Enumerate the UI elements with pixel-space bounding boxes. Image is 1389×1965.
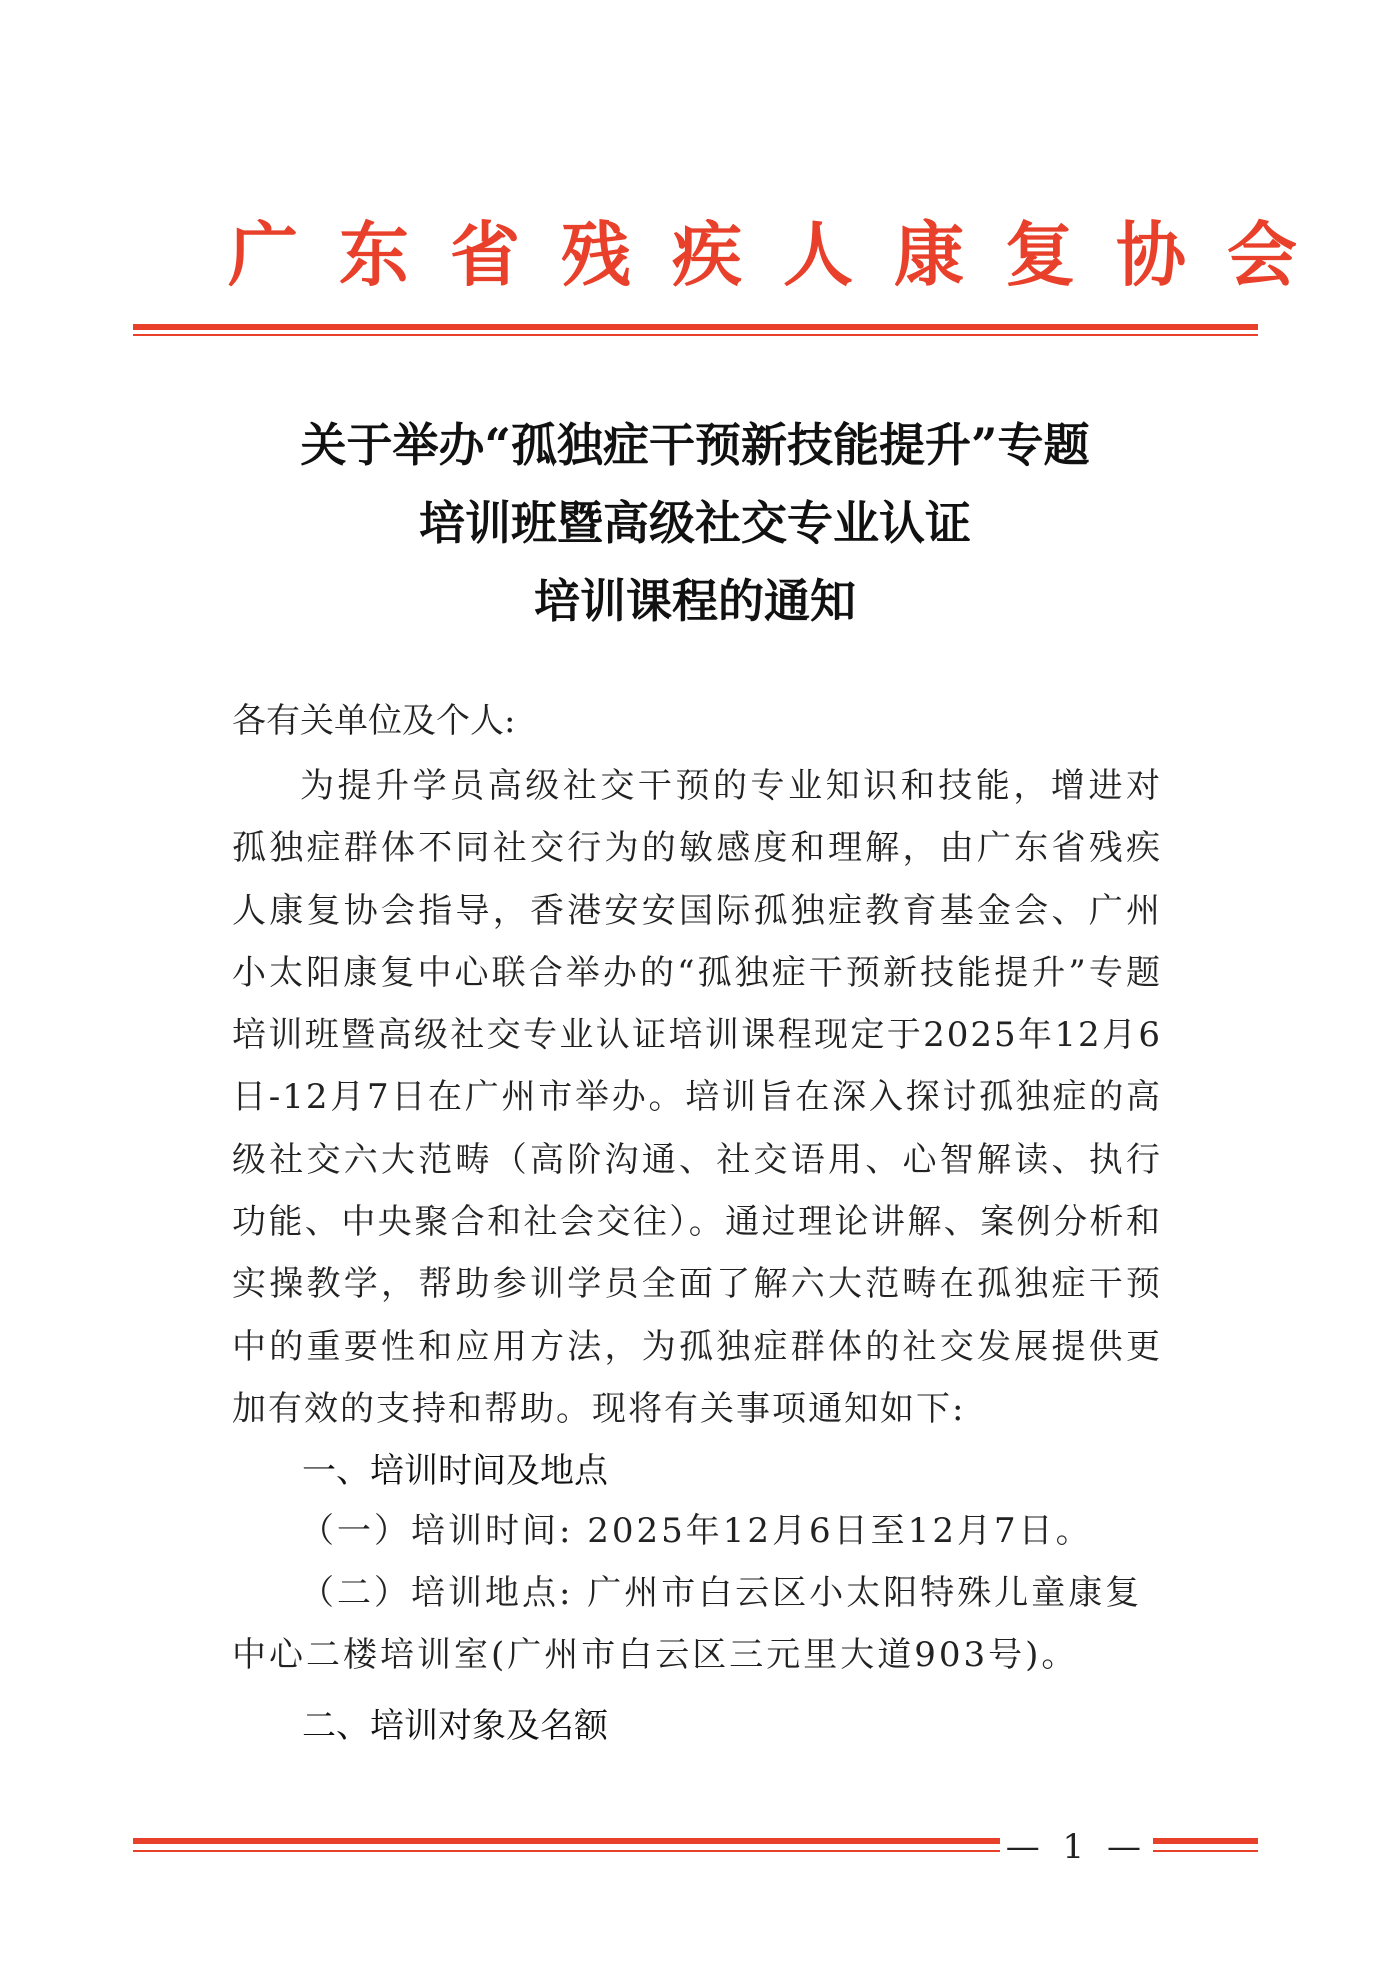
page-number: — 1 — — [1000, 1822, 1153, 1872]
training-location-item: （二）培训地点: 广州市白云区小太阳特殊儿童康复中心二楼培训室(广州市白云区三元里大道903号)。 — [232, 1573, 1143, 1676]
header-rule-thin — [133, 334, 1258, 336]
section-heading-time-location: 一、培训时间及地点 — [302, 1451, 608, 1491]
organization-header: 广东省残疾人康复协会 — [228, 213, 1338, 296]
document-title-line-3: 培训课程的通知 — [534, 574, 856, 628]
salutation: 各有关单位及个人: — [232, 701, 516, 741]
document-title-line-2: 培训班暨高级社交专业认证 — [419, 496, 971, 550]
training-time-item: （一）培训时间: 2025年12月6日至12月7日。 — [300, 1511, 1093, 1551]
intro-paragraph: 为提升学员高级社交干预的专业知识和技能，增进对孤独症群体不同社交行为的敏感度和理解，由广东省残疾人康复协会指导，香港安安国际孤独症教育基金会、广州小太阳康复中心联合举办的“孤独症干预新技能提升”专题培训班暨高级社交专业认证培训课程现定于2025年12月6日-12月7日在广州市举办。培训旨在深入探讨孤独症的高级社交六大范畴（高阶沟通、社交语用、心智解读、执行功能、中央聚合和社会交往）。通过理论讲解、案例分析和实操教学，帮助参训学员全面了解六大范畴在孤独症干预中的重要性和应用方法，为孤独症群体的社交发展提供更加有效的支持和帮助。现将有关事项通知如下: — [232, 766, 1162, 1429]
section-heading-participants: 二、培训对象及名额 — [302, 1706, 608, 1746]
document-title-line-1: 关于举办“孤独症干预新技能提升”专题 — [300, 418, 1090, 472]
header-rule-thick — [133, 324, 1258, 330]
